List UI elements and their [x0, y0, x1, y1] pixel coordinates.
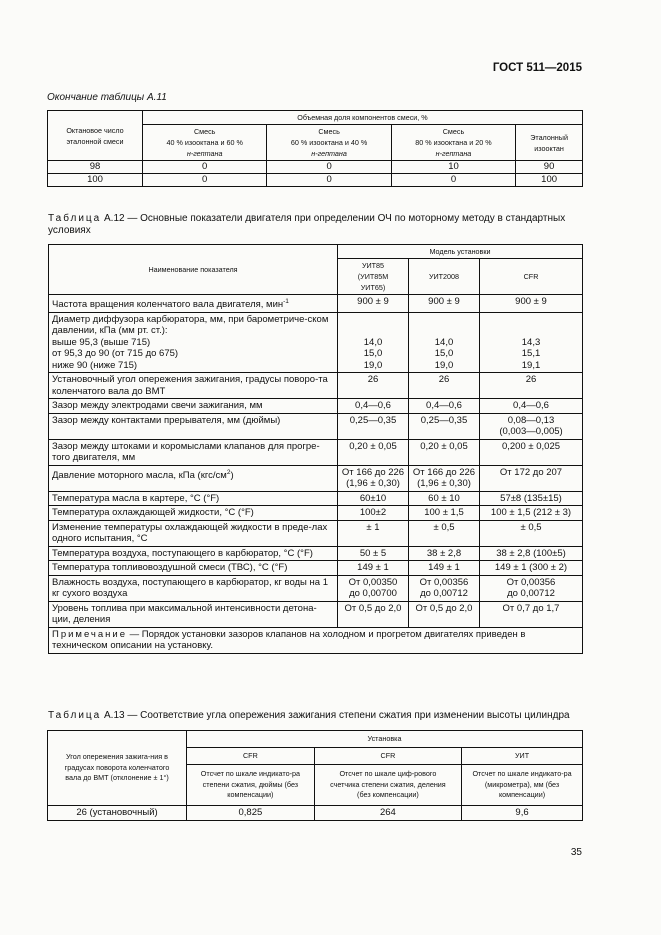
t2-value: 26 [409, 373, 480, 399]
table-row [49, 399, 583, 414]
t2-value: 60±10 [338, 491, 409, 506]
t2-value: От 172 до 207 [480, 465, 583, 491]
t2-name: Температура воздуха, поступающего в карбюратор, °С (°F) [49, 546, 338, 561]
t2-head-model-cfr: CFR [480, 259, 583, 295]
t2-value: ± 0,5 [409, 520, 480, 546]
t1-subhead-mix-80: Смесь 80 % изооктана и 20 % н-гептана [391, 125, 515, 161]
table-row [49, 373, 583, 399]
t2-value: 14,0 15,0 19,0 [338, 312, 409, 373]
t2-name: Уровень топлива при максимальной интенсивности детона-ции, деления [49, 601, 338, 627]
t2-value: 100 ± 1,5 [409, 506, 480, 521]
t2-head-model-uit2008: УИТ2008 [409, 259, 480, 295]
t1-cell: 0 [267, 174, 391, 187]
table-row [49, 465, 583, 491]
t3-cell: 264 [314, 805, 461, 820]
t2-value: От 166 до 226 (1,96 ± 0,30) [338, 465, 409, 491]
t1-cell: 10 [391, 161, 515, 174]
t2-value: 900 ± 9 [409, 295, 480, 313]
table-row [49, 295, 583, 313]
t2-value: 0,08—0,13 (0,003—0,005) [480, 413, 583, 439]
t2-value: 0,200 ± 0,025 [480, 439, 583, 465]
t2-value: 0,4—0,6 [338, 399, 409, 414]
t1-cell: 0 [143, 161, 267, 174]
t2-name: Зазор между штоками и коромыслами клапанов для прогре-того двигателя, мм [49, 439, 338, 465]
table-row [49, 439, 583, 465]
table-row [49, 413, 583, 439]
table-row [48, 161, 583, 174]
t2-value: 100 ± 1,5 (212 ± 3) [480, 506, 583, 521]
t2-head-group: Модель установки [338, 245, 583, 259]
t2-value: От 0,00356 до 0,00712 [409, 575, 480, 601]
t2-value: От 0,5 до 2,0 [338, 601, 409, 627]
t2-value: 900 ± 9 [480, 295, 583, 313]
table-a11-end [47, 110, 583, 187]
table-row [49, 520, 583, 546]
table1-caption: Окончание таблицы А.11 [47, 92, 167, 103]
table2-caption [48, 213, 583, 237]
table-row [48, 805, 583, 820]
t2-name: Установочный угол опережения зажигания, градусы поворо-та коленчатого вала до ВМТ [49, 373, 338, 399]
t2-name: Влажность воздуха, поступающего в карбюратор, кг воды на 1 кг сухого воздуха [49, 575, 338, 601]
t2-value: 60 ± 10 [409, 491, 480, 506]
t2-value: 0,20 ± 0,05 [338, 439, 409, 465]
t2-value: От 0,00350 до 0,00700 [338, 575, 409, 601]
table-row [49, 546, 583, 561]
t2-value: От 0,00356 до 0,00712 [480, 575, 583, 601]
t3-head-model: УИТ [462, 748, 583, 765]
t1-cell: 100 [48, 174, 143, 187]
t2-name: Частота вращения коленчатого вала двигателя, мин$^{-1}$ [49, 295, 338, 313]
t2-name: Давление моторного масла, кПа $(кгс/см^2)$ [49, 465, 338, 491]
table-row [48, 174, 583, 187]
t3-head-desc: Отсчет по шкале циф-рового счетчика степени сжатия, деления (без компенсации) [314, 765, 461, 806]
t2-value: 26 [338, 373, 409, 399]
t1-cell: 98 [48, 161, 143, 174]
t2-name: Температура охлаждающей жидкости, °С (°F) [49, 506, 338, 521]
t2-name: Диаметр диффузора карбюратора, мм, при барометриче-ском давлении, кПа (мм рт. ст.): выше 95,3 (выше 715) от 95,3 до 90 (от 715 до 675) ниже 90 (ниже 715) [49, 312, 338, 373]
t2-name: Температура топливовоздушной смеси (ТВС), °С (°F) [49, 561, 338, 576]
t2-value: ± 1 [338, 520, 409, 546]
caption-text: А.12 — Основные показатели двигателя при определении ОЧ по моторному методу в стандартных условиях [48, 213, 566, 236]
t2-value: 14,3 15,1 19,1 [480, 312, 583, 373]
table2-note: Примечание — Порядок установки зазоров клапанов на холодном и прогретом двигателях приведен в техническом описании на установку. [49, 627, 583, 653]
table-note-row [49, 627, 583, 653]
caption-text: А.13 — Соответствие угла опережения зажигания степени сжатия при изменении высоты цилиндра [104, 710, 570, 721]
table-row [49, 575, 583, 601]
t2-value: 26 [480, 373, 583, 399]
t2-value: 38 ± 2,8 (100±5) [480, 546, 583, 561]
document-id: ГОСТ 511—2015 [492, 62, 582, 74]
t2-value: От 166 до 226 (1,96 ± 0,30) [409, 465, 480, 491]
t3-head-desc: Отсчет по шкале индикато-ра степени сжатия, дюймы (без компенсации) [187, 765, 315, 806]
t2-name: Изменение температуры охлаждающей жидкости в преде-лах одного испытания, °С [49, 520, 338, 546]
t2-value: ± 0,5 [480, 520, 583, 546]
table-row [49, 312, 583, 373]
table-a13 [47, 730, 583, 821]
page-number: 35 [570, 847, 582, 858]
t1-cell: 100 [516, 174, 583, 187]
t2-head-model-uit85: УИТ85 (УИТ85М УИТ65) [338, 259, 409, 295]
t2-value: От 0,5 до 2,0 [409, 601, 480, 627]
t3-cell: 9,6 [462, 805, 583, 820]
t2-value: 0,4—0,6 [480, 399, 583, 414]
t2-value: 0,4—0,6 [409, 399, 480, 414]
t2-value: 57±8 (135±15) [480, 491, 583, 506]
t2-value: 0,25—0,35 [338, 413, 409, 439]
table-row [49, 506, 583, 521]
t1-cell: 90 [516, 161, 583, 174]
t1-subhead-mix-40: Смесь 40 % изооктана и 60 % н-гептана [143, 125, 267, 161]
t3-cell: 0,825 [187, 805, 315, 820]
t2-value: 900 ± 9 [338, 295, 409, 313]
t1-cell: 0 [267, 161, 391, 174]
t3-head-group: Установка [187, 731, 583, 748]
t3-cell: 26 (установочный) [48, 805, 187, 820]
t3-head-model: CFR [187, 748, 315, 765]
t2-value: 149 ± 1 [338, 561, 409, 576]
t2-value: 0,25—0,35 [409, 413, 480, 439]
t1-subhead-reference: Эталонный изооктан [516, 125, 583, 161]
caption-label: Таблица [48, 213, 102, 224]
t1-cell: 0 [391, 174, 515, 187]
t2-value: 38 ± 2,8 [409, 546, 480, 561]
t2-value: 0,20 ± 0,05 [409, 439, 480, 465]
t2-value: 149 ± 1 (300 ± 2) [480, 561, 583, 576]
table-row [49, 561, 583, 576]
t2-value: 100±2 [338, 506, 409, 521]
table-row [49, 601, 583, 627]
t1-cell: 0 [143, 174, 267, 187]
t2-value: 14,0 15,0 19,0 [409, 312, 480, 373]
t2-name: Зазор между контактами прерывателя, мм (дюймы) [49, 413, 338, 439]
t2-value: 149 ± 1 [409, 561, 480, 576]
t2-name: Зазор между электродами свечи зажигания, мм [49, 399, 338, 414]
t2-name: Температура масла в картере, °С (°F) [49, 491, 338, 506]
t1-head-group: Объемная доля компонентов смеси, % [143, 111, 583, 125]
t3-head-desc: Отсчет по шкале индикато-ра (микрометра), мм (без компенсации) [462, 765, 583, 806]
t2-value: От 0,7 до 1,7 [480, 601, 583, 627]
t3-head-model: CFR [314, 748, 461, 765]
t3-head-angle: Угол опережения зажига-ния в градусах поворота коленчатого вала до ВМТ (отклонение ± 1°) [48, 731, 187, 806]
table-a12 [48, 244, 583, 654]
table3-caption [48, 710, 588, 721]
t1-subhead-mix-60: Смесь 60 % изооктана и 40 % н-гептана [267, 125, 391, 161]
t2-head-name: Наименование показателя [49, 245, 338, 295]
t1-head-octane: Октановое число эталонной смеси [48, 111, 143, 161]
caption-label: Таблица [48, 710, 102, 721]
table-row [49, 491, 583, 506]
t2-value: 50 ± 5 [338, 546, 409, 561]
